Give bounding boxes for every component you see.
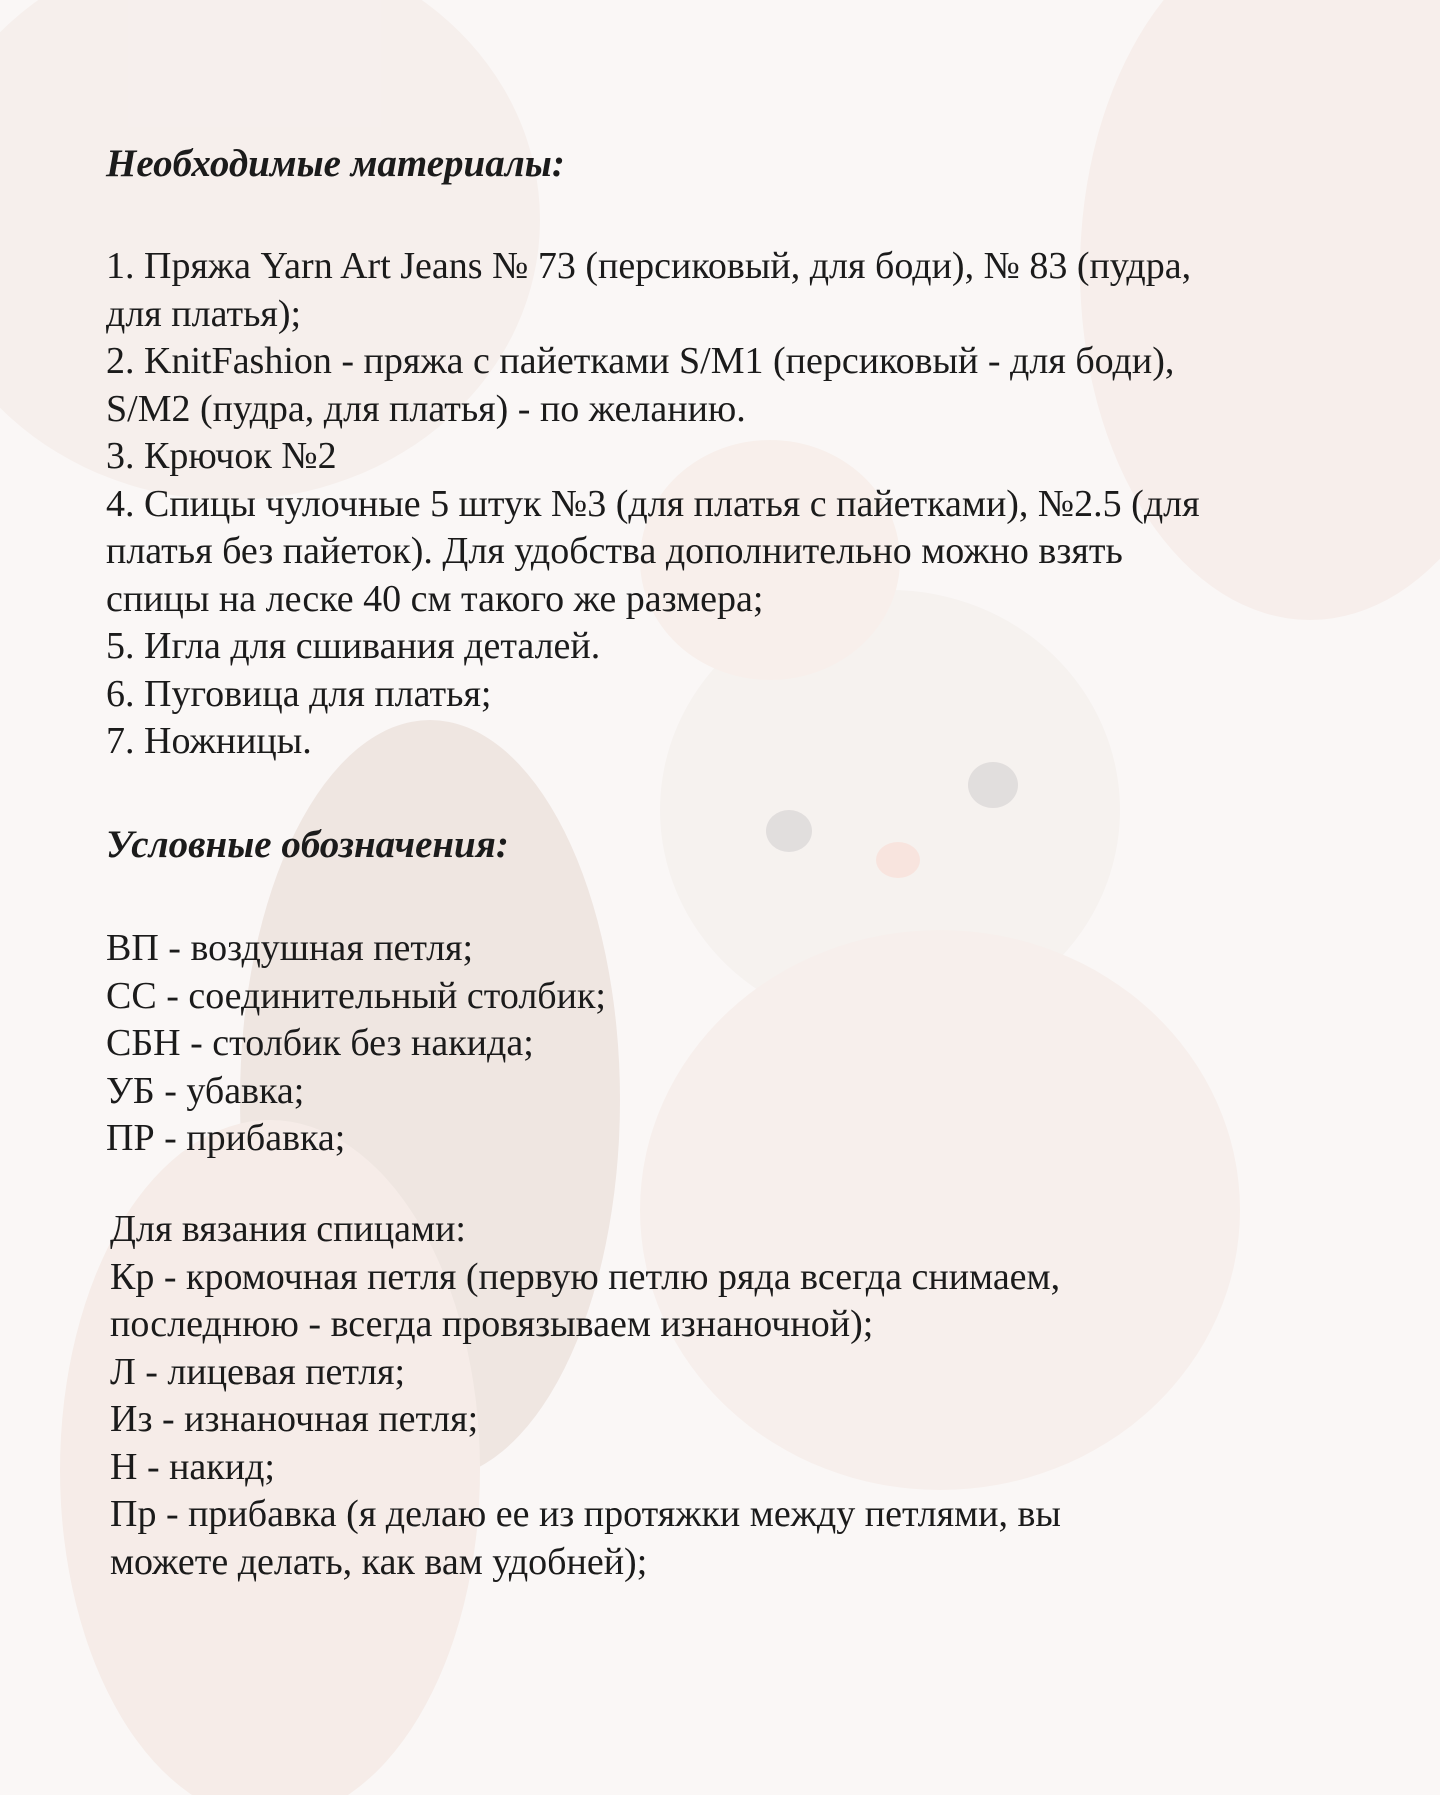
list-item: 6. Пуговица для платья; bbox=[106, 672, 492, 715]
list-item: 7. Ножницы. bbox=[106, 720, 312, 762]
list-item: УБ - убавка; bbox=[106, 1069, 305, 1112]
list-item: Кр - кромочная петля (первую петлю ряда всегда снимаем, bbox=[110, 1255, 1061, 1298]
list-item: S/M2 (пудра, для платья) - по желанию. bbox=[106, 387, 746, 430]
list-item: СС - соединительный столбик; bbox=[106, 974, 606, 1017]
list-item: Н - накид; bbox=[110, 1445, 275, 1488]
list-item: 2. KnitFashion - пряжа с пайетками S/M1 (персиковый - для боди), bbox=[106, 340, 1175, 382]
list-item: Пр - прибавка (я делаю ее из протяжки между петлями, вы bbox=[110, 1493, 1061, 1535]
crochet-abbreviations bbox=[106, 925, 606, 1163]
list-item: можете делать, как вам удобней); bbox=[110, 1540, 648, 1583]
list-item: последнюю - всегда провязываем изнаночной); bbox=[110, 1303, 874, 1345]
legend-heading: Условные обозначения: bbox=[106, 823, 509, 866]
materials-list bbox=[106, 243, 1200, 766]
list-item: 4. Спицы чулочные 5 штук №3 (для платья с пайетками), №2.5 (для bbox=[106, 482, 1200, 525]
list-item: 5. Игла для сшивания деталей. bbox=[106, 625, 601, 667]
list-item: для платья); bbox=[106, 292, 302, 335]
list-item: 1. Пряжа Yarn Art Jeans № 73 (персиковый, для боди), № 83 (пудра, bbox=[106, 245, 1192, 287]
list-item: СБН - столбик без накида; bbox=[106, 1022, 534, 1064]
list-item: спицы на леске 40 см такого же размера; bbox=[106, 577, 764, 620]
list-item: Из - изнаночная петля; bbox=[110, 1398, 479, 1440]
list-item: ВП - воздушная петля; bbox=[106, 927, 474, 969]
list-item: 3. Крючок №2 bbox=[106, 435, 337, 477]
list-item: Л - лицевая петля; bbox=[110, 1350, 406, 1393]
list-item: ПР - прибавка; bbox=[106, 1117, 346, 1159]
knitting-abbreviations bbox=[110, 1206, 1061, 1586]
list-item: Для вязания спицами: bbox=[110, 1208, 466, 1250]
list-item: платья без пайеток). Для удобства дополнительно можно взять bbox=[106, 530, 1123, 572]
materials-heading: Необходимые материалы: bbox=[106, 142, 565, 185]
